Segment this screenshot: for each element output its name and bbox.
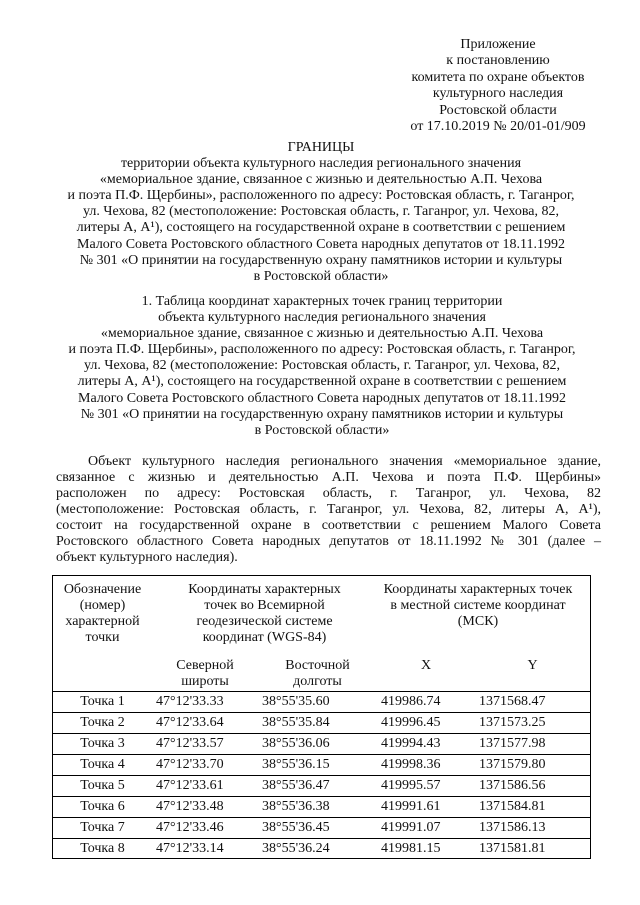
section-line: и поэта П.Ф. Щербины», расположенного по адресу: Ростовская область, г. Таганрог, (68, 342, 576, 358)
header-latitude (152, 658, 258, 690)
header-point-designation (53, 582, 152, 646)
intro-paragraph (56, 454, 601, 566)
table-row (53, 691, 590, 712)
title-line: ул. Чехова, 82 (местоположение: Ростовская область, г. Таганрог, ул. Чехова, 82, (83, 204, 559, 220)
section-line: Малого Совета Ростовского областного Совета народных депутатов от 18.11.1992 (78, 390, 566, 406)
x-cell: 419991.61 (381, 799, 441, 814)
document-title (0, 140, 640, 285)
point-cell: Точка 4 (80, 757, 125, 772)
y-cell: 1371579.80 (479, 757, 546, 772)
header-text: Координаты характерных точек (383, 582, 573, 597)
latitude-cell: 47°12'33.48 (156, 799, 224, 814)
point-cell: Точка 1 (80, 694, 125, 709)
point-cell: Точка 3 (80, 736, 125, 751)
approval-line: комитета по охране объектов (411, 69, 585, 85)
paragraph-line: состоит на государственной охране в соответствии с решением Малого Совета (56, 518, 601, 533)
y-cell: 1371586.56 (479, 778, 546, 793)
x-cell: 419994.43 (381, 736, 441, 751)
paragraph-line: Объект культурного наследия регионального значения «мемориальное здание, (88, 454, 601, 469)
longitude-cell: 38°55'36.38 (262, 799, 330, 814)
paragraph-line: связанное с жизнью и деятельностью А.П. Чехова и поэта П.Ф. Щербины» (56, 470, 601, 485)
table-row (53, 838, 590, 859)
latitude-cell: 47°12'33.33 (156, 694, 224, 709)
x-cell: 419986.74 (381, 694, 441, 709)
approval-line: Приложение (460, 37, 536, 52)
header-text: широты (181, 674, 229, 689)
y-cell: 1371568.47 (479, 694, 546, 709)
approval-line: Ростовской области (439, 102, 557, 118)
longitude-cell: 38°55'36.24 (262, 841, 330, 856)
header-text: долготы (293, 674, 342, 689)
table-row (53, 754, 590, 775)
longitude-cell: 38°55'36.47 (262, 778, 330, 793)
section-line: ул. Чехова, 82 (местоположение: Ростовская область, г. Таганрог, ул. Чехова, 82, (84, 358, 560, 374)
latitude-cell: 47°12'33.14 (156, 841, 224, 856)
header-text: Восточной (285, 658, 350, 673)
paragraph-line: (местоположение: Ростовская область, г. Таганрог, ул. Чехова, 82, литеры А, А¹), (56, 502, 601, 517)
header-text: координат (WGS-84) (202, 630, 327, 645)
title-line: и поэта П.Ф. Щербины», расположенного по адресу: Ростовская область, г. Таганрог, (67, 188, 575, 204)
title-line: «мемориальное здание, связанное с жизнью и деятельностью А.П. Чехова (99, 172, 543, 188)
header-text: Северной (176, 658, 234, 673)
header-text: характерной (65, 614, 140, 629)
longitude-cell: 38°55'35.60 (262, 694, 330, 709)
paragraph-line: Ростовского областного Совета народных депутатов от 18.11.1992 № 301 (далее – (56, 534, 601, 549)
longitude-cell: 38°55'35.84 (262, 715, 330, 730)
point-cell: Точка 7 (80, 820, 125, 835)
approval-date-number: от 17.10.2019 № 20/01-01/909 (410, 119, 586, 135)
x-cell: 419995.57 (381, 778, 441, 793)
table-row (53, 733, 590, 754)
latitude-cell: 47°12'33.61 (156, 778, 224, 793)
header-longitude (258, 658, 377, 690)
longitude-cell: 38°55'36.45 (262, 820, 330, 835)
latitude-cell: 47°12'33.46 (156, 820, 224, 835)
title-heading: ГРАНИЦЫ (287, 140, 355, 155)
table-row (53, 712, 590, 733)
latitude-cell: 47°12'33.57 (156, 736, 224, 751)
header-msk-group (377, 582, 590, 630)
header-text: в местной системе координат (390, 598, 566, 613)
point-cell: Точка 8 (80, 841, 125, 856)
section-1-heading (0, 294, 640, 439)
approval-line: к постановлению (446, 53, 550, 69)
x-cell: 419998.36 (381, 757, 441, 772)
longitude-cell: 38°55'36.15 (262, 757, 330, 772)
point-cell: Точка 6 (80, 799, 125, 814)
section-line: литеры А, А¹), состоящего на государственной охране в соответствии с решением (77, 374, 567, 390)
section-line: № 301 «О принятии на государственную охрану памятников истории и культуры (80, 406, 564, 422)
point-cell: Точка 2 (80, 715, 125, 730)
approval-line: культурного наследия (432, 86, 564, 102)
paragraph-line: расположен по адресу: Ростовская область, г. Таганрог, ул. Чехова, 82 (56, 486, 601, 501)
x-cell: 419981.15 (381, 841, 441, 856)
header-text: точек во Всемирной (204, 598, 325, 613)
title-line: территории объекта культурного наследия регионального значения (120, 156, 522, 172)
approval-block (398, 37, 598, 135)
latitude-cell: 47°12'33.70 (156, 757, 224, 772)
y-cell: 1371581.81 (479, 841, 546, 856)
table-row (53, 775, 590, 796)
header-wgs84-group (152, 582, 377, 646)
table-row (53, 796, 590, 817)
title-line: Малого Совета Ростовского областного Совета народных депутатов от 18.11.1992 (77, 236, 565, 252)
header-text: точки (85, 630, 120, 645)
x-cell: 419991.07 (381, 820, 441, 835)
longitude-cell: 38°55'36.06 (262, 736, 330, 751)
header-text: Координаты характерных (188, 582, 341, 597)
title-line: № 301 «О принятии на государственную охрану памятников истории и культуры (79, 252, 563, 268)
header-text: (номер) (79, 598, 126, 613)
latitude-cell: 47°12'33.64 (156, 715, 224, 730)
title-line: в Ростовской области» (253, 268, 389, 284)
section-line: 1. Таблица координат характерных точек границ территории (141, 294, 503, 309)
y-cell: 1371584.81 (479, 799, 546, 814)
y-cell: 1371573.25 (479, 715, 546, 730)
title-line: литеры А, А¹), состоящего на государственной охране в соответствии с решением (76, 220, 566, 236)
y-cell: 1371577.98 (479, 736, 546, 751)
point-cell: Точка 5 (80, 778, 125, 793)
section-line: «мемориальное здание, связанное с жизнью и деятельностью А.П. Чехова (100, 326, 544, 342)
section-line: объекта культурного наследия регионального значения (158, 310, 486, 326)
header-text: (МСК) (457, 614, 499, 629)
x-cell: 419996.45 (381, 715, 441, 730)
section-line: в Ростовской области» (254, 422, 390, 438)
header-text: Обозначение (63, 582, 142, 597)
y-cell: 1371586.13 (479, 820, 546, 835)
header-text: геодезической системе (196, 614, 333, 629)
paragraph-line: объект культурного наследия). (56, 550, 238, 565)
coordinates-table (52, 575, 591, 859)
header-y: Y (527, 658, 538, 673)
header-x: X (420, 658, 432, 673)
table-row (53, 817, 590, 838)
